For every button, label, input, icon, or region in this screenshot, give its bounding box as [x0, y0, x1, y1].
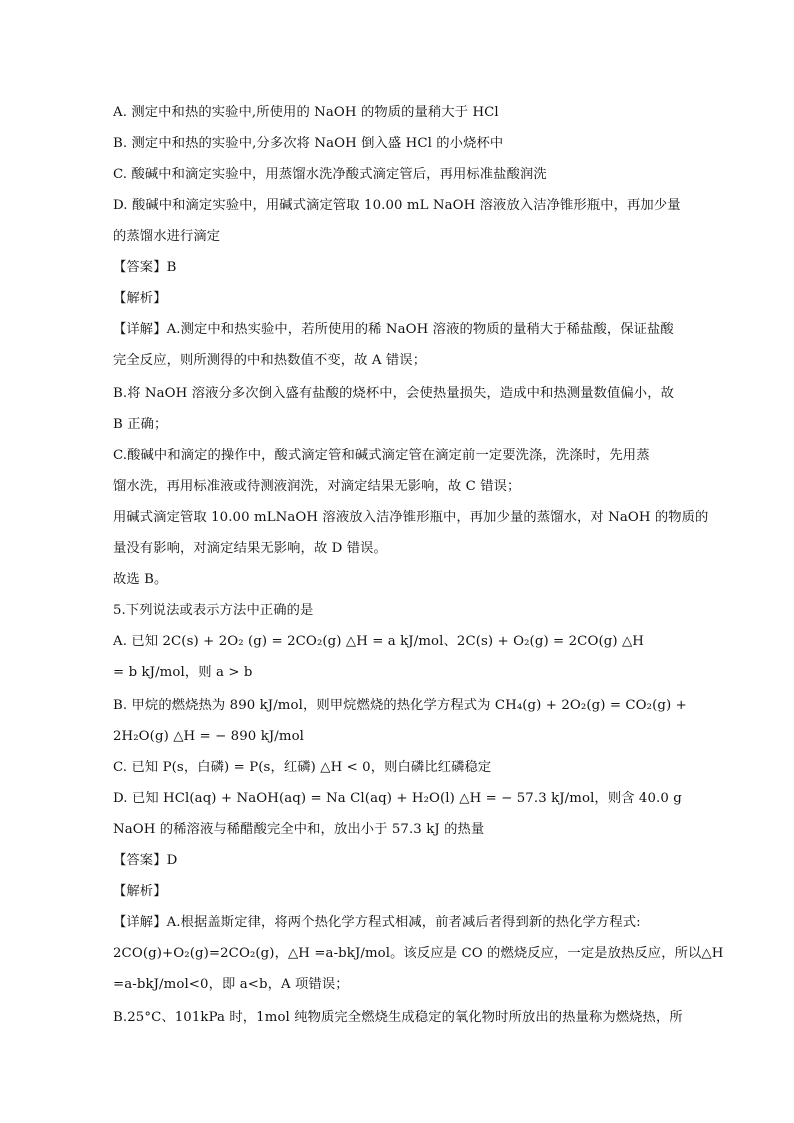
q5-option-d-cont: NaOH 的稀溶液与稀醋酸完全中和，放出小于 57.3 kJ 的热量 [113, 822, 485, 837]
detail-line: =a-bkJ/mol<0，即 a<b，A 项错误； [113, 977, 349, 992]
q5-option-a-cont: = b kJ/mol，则 a > b [113, 665, 253, 680]
detail-line: B.25°C、101kPa 时，1mol 纯物质完全燃烧生成稳定的氧化物时所放出的热量称为燃烧热，所 [113, 1010, 683, 1025]
detail-line: C.酸碱中和滴定的操作中，酸式滴定管和碱式滴定管在滴定前一定要洗涤，洗涤时，先用蒸 [113, 448, 650, 463]
conclusion-line: 故选 B。 [113, 572, 168, 587]
option-c-line: C. 酸碱中和滴定实验中，用蒸馏水洗净酸式滴定管后，再用标准盐酸润洗 [113, 167, 547, 182]
option-b-line: B. 测定中和热的实验中,分多次将 NaOH 倒入盛 HCl 的小烧杯中 [113, 136, 504, 151]
detail-line: 2CO(g)+O₂(g)=2CO₂(g)，△H =a-bkJ/mol。该反应是 CO 的燃烧反应，一定是放热反应，所以△H [113, 946, 724, 961]
analysis-label: 【解析】 [113, 291, 167, 306]
detail-line: B.将 NaOH 溶液分多次倒入盛有盐酸的烧杯中，会使热量损失，造成中和热测量数值偏小，故 [113, 386, 674, 401]
answer-label: 【答案】B [113, 260, 177, 275]
answer-label: 【答案】D [113, 853, 178, 868]
analysis-label: 【解析】 [113, 884, 167, 899]
detail-line: B 正确； [113, 417, 168, 432]
option-d-line-cont: 的蒸馏水进行滴定 [113, 229, 221, 244]
question-5-stem: 5.下列说法或表示方法中正确的是 [113, 603, 314, 618]
option-d-line: D. 酸碱中和滴定实验中，用碱式滴定管取 10.00 mL NaOH 溶液放入洁净锥形瓶中，再加少量 [113, 198, 681, 213]
detail-line: 量没有影响，对滴定结果无影响，故 D 错误。 [113, 541, 387, 556]
q5-option-b-cont: 2H₂O(g) △H = − 890 kJ/mol [113, 729, 305, 744]
option-a-line: A. 测定中和热的实验中,所使用的 NaOH 的物质的量稍大于 HCl [113, 105, 499, 120]
detail-line: 馏水洗，再用标准液或待测液润洗，对滴定结果无影响，故 C 错误； [113, 479, 521, 494]
detail-line: 【详解】A.测定中和热实验中，若所使用的稀 NaOH 溶液的物质的量稍大于稀盐酸，保证盐酸 [113, 322, 674, 337]
detail-line: 【详解】A.根据盖斯定律，将两个热化学方程式相减，前者减后者得到新的热化学方程式: [113, 915, 641, 930]
detail-line: 完全反应，则所测得的中和热数值不变，故 A 错误； [113, 353, 427, 368]
q5-option-b: B. 甲烷的燃烧热为 890 kJ/mol，则甲烷燃烧的热化学方程式为 CH₄(g) + 2O₂(g) = CO₂(g) + [113, 698, 687, 713]
q5-option-a: A. 已知 2C(s) + 2O₂ (g) = 2CO₂(g) △H = a kJ/mol、2C(s) + O₂(g) = 2CO(g) △H [113, 634, 644, 649]
q5-option-d: D. 已知 HCl(aq) + NaOH(aq) = Na Cl(aq) + H₂O(l) △H = − 57.3 kJ/mol，则含 40.0 g [113, 791, 682, 806]
q5-option-c: C. 已知 P(s，白磷) = P(s，红磷) △H < 0，则白磷比红磷稳定 [113, 760, 492, 775]
detail-line: 用碱式滴定管取 10.00 mLNaOH 溶液放入洁净锥形瓶中，再加少量的蒸馏水，对 NaOH 的物质的 [113, 510, 709, 525]
